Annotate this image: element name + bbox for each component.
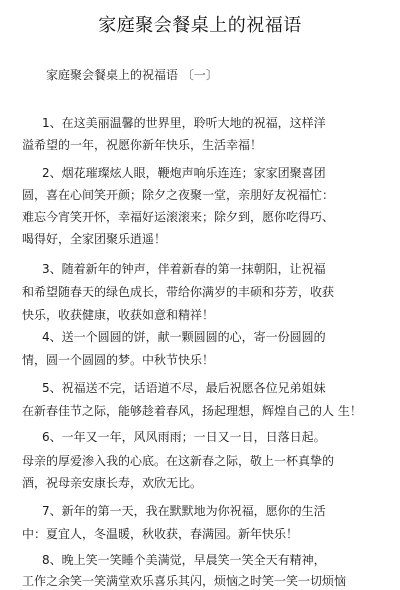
text-line: 快乐，收获健康，收获如意和精祥！ xyxy=(22,308,215,322)
text-line: 酒，祝母亲安康长寿，欢欣无比。 xyxy=(22,476,203,490)
text-line: 2、烟花璀璨炫人眼，鞭炮声响乐连连；家家团聚喜团 xyxy=(42,166,326,180)
text-line: 情，圆一个圆圆的梦。中秋节快乐！ xyxy=(22,353,215,367)
text-line: 母亲的厚爱渗入我的心底。在这新春之际，敬上一杯真挚的 xyxy=(22,454,335,468)
text-line: 工作之余笑一笑满堂欢乐喜乐其闪，烦恼之时笑一笑一切烦恼 xyxy=(22,574,347,588)
text-line: 5、祝福送不完，话语道不尽，最后祝愿各位兄弟姐妹 xyxy=(42,381,326,395)
text-line: 1、在这美丽温馨的世界里，聆听大地的祝福，这样洋 xyxy=(42,116,326,130)
document-subtitle: 家庭聚会餐桌上的祝福语 〔一〕 xyxy=(46,68,218,82)
text-line: 在新春佳节之际，能够趁着春风，扬起理想，辉煌自己的人 生！ xyxy=(22,404,362,418)
document-title: 家庭聚会餐桌上的祝福语 xyxy=(98,15,302,36)
text-line: 难忘今宵笑开怀，幸福好运滚滚来；除夕到，愿你吃得巧、 xyxy=(22,210,335,224)
text-line: 圆，喜在心间笑开颜；除夕之夜聚一堂，亲朋好友祝福忙： xyxy=(22,188,335,202)
text-line: 喝得好，全家团聚乐逍遥！ xyxy=(22,232,167,246)
text-line: 3、随着新年的钟声，伴着新春的第一抹朝阳，让祝福 xyxy=(42,262,326,276)
text-line: 7、新年的第一天，我在默默地为你祝福，愿你的生活 xyxy=(42,504,326,518)
text-line: 8、晚上笑一笑睡个美满觉，早晨笑一笑全天有精神， xyxy=(42,553,326,567)
text-line: 溢希望的一年，祝愿你新年快乐，生活幸福！ xyxy=(22,138,263,152)
text-line: 中：夏宜人，冬温暖，秋收获，春满园。新年快乐！ xyxy=(22,527,299,541)
text-line: 4、送一个圆圆的饼，献一颗圆圆的心，寄一份圆圆的 xyxy=(42,330,326,344)
text-line: 和希望随春天的绿色成长，带给你满岁的丰硕和芬芳，收获 xyxy=(22,285,335,299)
text-line: 6、一年又一年，风风雨雨；一日又一日，日落日起。 xyxy=(42,430,326,444)
